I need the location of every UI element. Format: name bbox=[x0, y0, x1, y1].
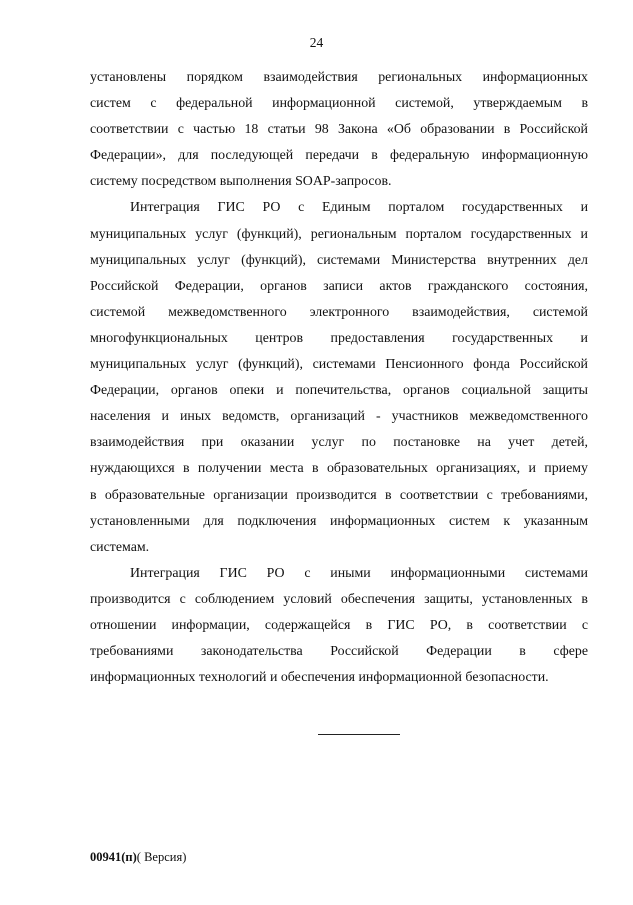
text-line: отношении информации, содержащейся в ГИС РО, в соответствии с bbox=[90, 617, 588, 633]
text-line: нуждающихся в получении места в образовательных организациях, и приему bbox=[90, 461, 588, 477]
text-line: муниципальных услуг (функций), системами Министерства внутренних дел bbox=[90, 252, 588, 268]
page-number: 24 bbox=[309, 35, 324, 50]
text-line: систем с федеральной информационной системой, утверждаемым в bbox=[90, 96, 588, 112]
text-line: муниципальных услуг (функций), региональным порталом государственных и bbox=[90, 226, 588, 242]
text-line: Российской Федерации, органов записи актов гражданского состояния, bbox=[90, 278, 588, 294]
end-separator-line bbox=[318, 734, 400, 735]
text-line: требованиями законодательства Российской Федерации в сфере bbox=[90, 644, 588, 660]
text-line: установленными для подключения информационных систем к указанным bbox=[90, 513, 588, 529]
paragraph-2 bbox=[90, 195, 588, 560]
text-line: Интеграция ГИС РО с иными информационными системами bbox=[130, 565, 588, 581]
text-line: в образовательные организации производится в соответствии с требованиями, bbox=[90, 487, 588, 503]
text-line: производится с соблюдением условий обеспечения защиты, установленных в bbox=[90, 591, 588, 607]
text-line: системой межведомственного электронного взаимодействия, системой bbox=[90, 304, 588, 320]
text-line: Федерации», для последующей передачи в федеральную информационную bbox=[90, 148, 588, 164]
text-line: муниципальных услуг (функций), системами Пенсионного фонда Российской bbox=[90, 357, 588, 373]
text-line: системам. bbox=[90, 539, 150, 555]
text-line: Интеграция ГИС РО с Единым порталом государственных и bbox=[130, 200, 588, 216]
text-line: Федерации, органов опеки и попечительства, органов социальной защиты bbox=[90, 383, 588, 399]
footer-document-code bbox=[90, 850, 186, 865]
paragraph-3 bbox=[90, 561, 588, 691]
footer-code: 00941(п) bbox=[90, 850, 137, 864]
paragraph-1 bbox=[90, 65, 588, 195]
text-line: соответствии с частью 18 статьи 98 Закона «Об образовании в Российской bbox=[90, 122, 588, 138]
text-line: установлены порядком взаимодействия региональных информационных bbox=[90, 70, 588, 85]
text-line: информационных технологий и обеспечения информационной безопасности. bbox=[90, 670, 549, 686]
body-text bbox=[90, 65, 588, 691]
text-line: взаимодействия при оказании услуг по постановке на учет детей, bbox=[90, 435, 588, 451]
text-line: многофункциональных центров предоставления государственных и bbox=[90, 330, 588, 346]
text-line: населения и иных ведомств, организаций - участников межведомственного bbox=[90, 409, 588, 425]
footer-version: ( Версия) bbox=[136, 850, 187, 864]
text-line: систему посредством выполнения SOAP-запросов. bbox=[90, 174, 392, 190]
